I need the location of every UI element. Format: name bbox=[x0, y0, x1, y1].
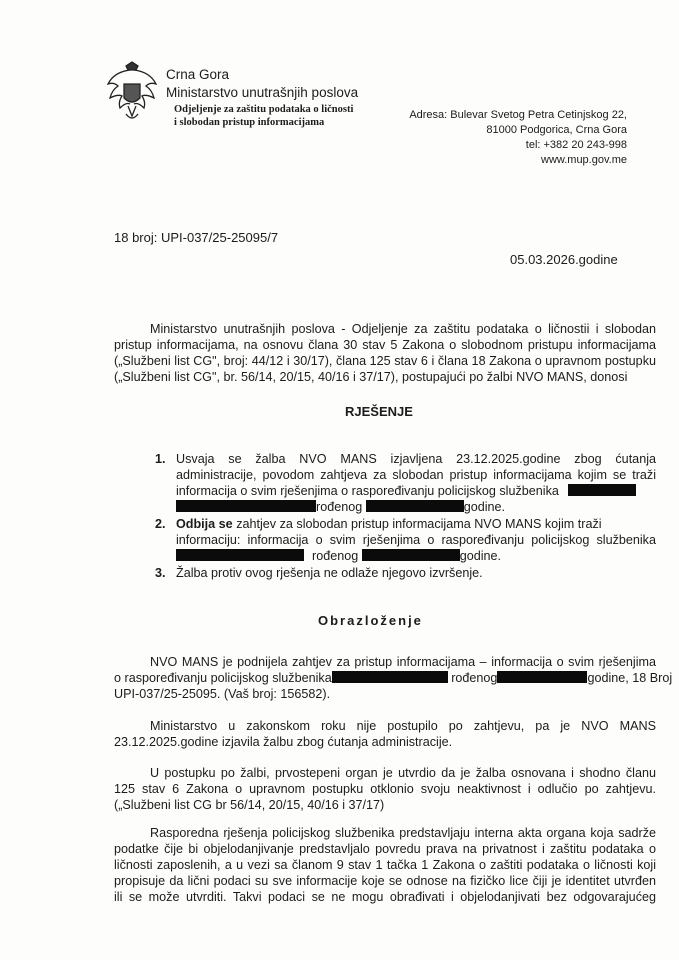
p1-line-3: UPI-037/25-25095. (Vaš broj: 156582). bbox=[114, 687, 331, 701]
item-2-line-3 bbox=[176, 549, 501, 564]
p1-line-2 bbox=[114, 671, 673, 686]
p4-line-2: podatke čije bi objelodanjivanje predstavljalo povredu prava na privatnost i zaštitu podataka o bbox=[114, 842, 656, 856]
website-link: www.mup.gov.me bbox=[541, 154, 627, 166]
p1-born-label: rođenog bbox=[451, 671, 498, 685]
item-1-line-4 bbox=[176, 500, 505, 515]
coat-of-arms-icon bbox=[104, 60, 160, 124]
redaction-block bbox=[366, 500, 464, 512]
reasoning-title: Obrazloženje bbox=[318, 613, 423, 628]
item-2-verdict: Odbija se bbox=[176, 517, 233, 531]
item-2-number: 2. bbox=[155, 517, 166, 531]
header-department-line2: i slobodan pristup informacijama bbox=[174, 117, 325, 128]
p1-line-2-text: o raspoređivanju policijskog službenika bbox=[114, 671, 332, 685]
p3-line-1: U postupku po žalbi, prvostepeni organ je utvrdio da je žalba osnovana i shodno članu bbox=[150, 766, 656, 780]
address-line1: Adresa: Bulevar Svetog Petra Cetinjskog 22, bbox=[409, 109, 627, 121]
item-2-year-label: godine. bbox=[459, 549, 502, 563]
header-country: Crna Gora bbox=[166, 67, 230, 82]
redaction-block bbox=[362, 549, 460, 561]
p4-line-1: Rasporedna rješenja policijskog službenika predstavljaju interna akta organa koja sadrže bbox=[150, 826, 656, 840]
header-ministry: Ministarstvo unutrašnjih poslova bbox=[166, 85, 359, 100]
header-department-line1: Odjeljenje za zaštitu podataka o ličnosti bbox=[174, 104, 354, 115]
item-1-line-1: Usvaja se žalba NVO MANS izjavljena 23.12.2025.godine zbog ćutanja bbox=[176, 452, 656, 466]
address-line2: 81000 Podgorica, Crna Gora bbox=[486, 124, 627, 136]
document-date: 05.03.2026.godine bbox=[510, 252, 618, 267]
address-block bbox=[409, 108, 627, 172]
p1-year-label: godine, 18 Broj bbox=[587, 671, 673, 685]
item-1-year-label: godine. bbox=[463, 500, 506, 514]
p3-line-3: („Službeni list CG br 56/14, 20/15, 40/16 i 37/17) bbox=[114, 798, 385, 812]
reference-number: 18 broj: UPI-037/25-25095/7 bbox=[114, 230, 279, 245]
decision-title: RJEŠENJE bbox=[345, 404, 413, 419]
redaction-block bbox=[497, 671, 587, 683]
item-3-number: 3. bbox=[155, 566, 166, 580]
item-2-line-2: informaciju: informacija o svim rješenjima o raspoređivanju policijskog službenika bbox=[176, 533, 656, 547]
p4-line-3: ličnosti zaposlenih, a u vezi sa članom 9 stav 1 tačka 1 Zakona o zaštiti podataka o ličnosti koji bbox=[114, 858, 656, 872]
item-2-line-1 bbox=[176, 517, 656, 532]
item-1-line-3-text: informacija o svim rješenjima o raspoređivanju policijskog službenika bbox=[176, 484, 559, 498]
p2-line-2: 23.12.2025.godine izjavila žalbu zbog ćutanja administracije. bbox=[114, 735, 453, 749]
item-2-born-label: rođenog bbox=[312, 549, 359, 563]
item-1-line-3 bbox=[176, 484, 656, 499]
intro-line-3: („Službeni list CG", broj: 44/12 i 30/17), člana 125 stav 6 i člana 18 Zakona o upravnom postupku bbox=[114, 354, 656, 368]
item-2-line-1-text: zahtjev za slobodan pristup informacijama NVO MANS kojim traži bbox=[236, 517, 602, 531]
item-1-born-label: rođenog bbox=[316, 500, 363, 514]
item-1-line-2: administracije, povodom zahtjeva za slobodan pristup informacijama kojim se traži bbox=[176, 468, 656, 482]
p3-line-2: 125 stav 6 Zakona o upravnom postupku otklonio svoju neaktivnost i odlučio po zahtjevu. bbox=[114, 782, 656, 796]
redaction-block bbox=[176, 500, 316, 512]
p1-line-1: NVO MANS je podnijela zahtjev za pristup informacijama – informacija o svim rješenjima bbox=[150, 655, 656, 669]
phone-line: tel: +382 20 243-998 bbox=[525, 139, 627, 151]
item-1-number: 1. bbox=[155, 452, 166, 466]
intro-line-2: pristup informacijama, na osnovu člana 30 stav 5 Zakona o slobodnom pristupu informacijama bbox=[114, 338, 656, 352]
redaction-block bbox=[568, 484, 636, 496]
item-3-line-1: Žalba protiv ovog rješenja ne odlaže njegovo izvršenje. bbox=[176, 566, 483, 580]
redaction-block bbox=[332, 671, 448, 683]
p4-line-5: ili se može utvrditi. Takvi podaci se ne mogu obrađivati i objelodanjivati bez odgovarajućeg bbox=[114, 890, 656, 904]
p2-line-1: Ministarstvo u zakonskom roku nije postupilo po zahtjevu, pa je NVO MANS bbox=[150, 719, 656, 733]
p4-line-4: propisuje da lični podaci su sve informacije koje se odnose na fizičko lice čiji je identitet utvrđen bbox=[114, 874, 656, 888]
intro-line-4: („Službeni list CG", br. 56/14, 20/15, 40/16 i 37/17), postupajući po žalbi NVO MANS, donosi bbox=[114, 370, 628, 384]
intro-line-1: Ministarstvo unutrašnjih poslova - Odjeljenje za zaštitu podataka o ličnostii i slobodan bbox=[150, 322, 656, 336]
redaction-block bbox=[176, 549, 304, 561]
